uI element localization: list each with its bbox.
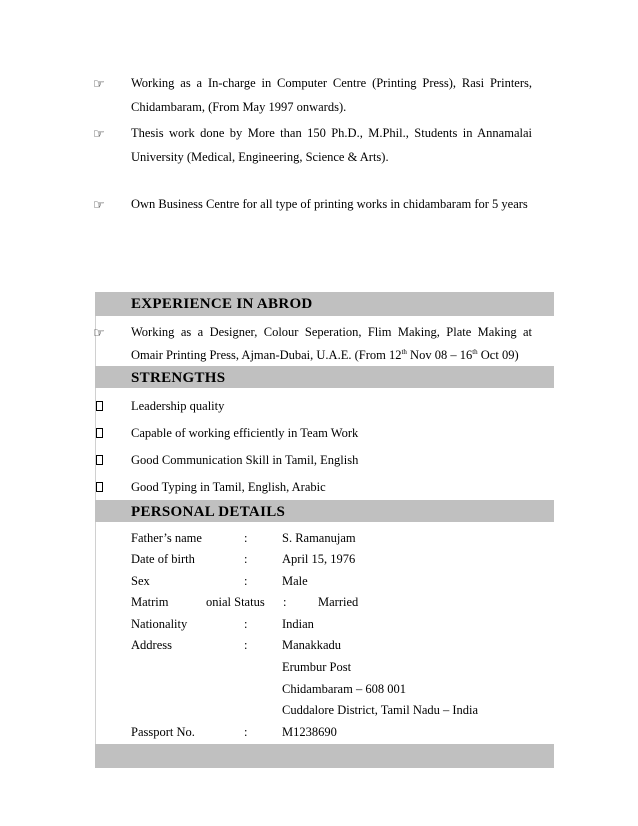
detail-label: Passport No. xyxy=(131,725,195,739)
detail-colon: : xyxy=(244,638,248,652)
pointing-hand-icon: ☞ xyxy=(93,326,105,341)
section-border xyxy=(95,522,96,744)
detail-colon: : xyxy=(244,574,248,588)
address-line: Cuddalore District, Tamil Nadu – India xyxy=(282,703,479,717)
detail-label-part-2: onial Status xyxy=(206,595,265,609)
strength-item: Good Typing in Tamil, English, Arabic xyxy=(131,480,326,494)
detail-colon: : xyxy=(244,552,248,566)
address-line: Erumbur Post xyxy=(282,660,352,674)
square-bullet-icon xyxy=(96,428,103,438)
square-bullet-icon xyxy=(96,482,103,492)
detail-colon: : xyxy=(244,531,248,545)
square-bullet-icon xyxy=(96,401,103,411)
bullet-1-line-1: Working as a In-charge in Computer Centre (Printing Press), Rasi Printers, xyxy=(131,76,532,90)
detail-label-part-1: Matrim xyxy=(131,595,169,609)
detail-value: April 15, 1976 xyxy=(282,552,356,566)
experience-heading: EXPERIENCE IN ABROD xyxy=(131,296,313,312)
bullet-3-line-1: Own Business Centre for all type of printing works in chidambaram for 5 years xyxy=(131,197,528,211)
detail-label: Nationality xyxy=(131,617,188,631)
bullet-2-line-1: Thesis work done by More than 150 Ph.D., M.Phil., Students in Annamalai xyxy=(131,126,532,140)
pointing-hand-icon: ☞ xyxy=(93,127,105,142)
detail-colon: : xyxy=(244,725,248,739)
experience-line-1: Working as a Designer, Colour Seperation, Flim Making, Plate Making at xyxy=(131,325,532,339)
strength-item: Good Communication Skill in Tamil, English xyxy=(131,453,359,467)
detail-label: Sex xyxy=(131,574,150,588)
detail-value: Indian xyxy=(282,617,314,631)
detail-label: Address xyxy=(131,638,172,652)
bullet-2-line-2: University (Medical, Engineering, Science & Arts). xyxy=(131,150,389,164)
detail-label: Date of birth xyxy=(131,552,195,566)
strength-item: Capable of working efficiently in Team Work xyxy=(131,426,359,440)
personal-heading: PERSONAL DETAILS xyxy=(131,504,286,520)
detail-value: Married xyxy=(318,595,359,609)
bullet-1-line-2: Chidambaram, (From May 1997 onwards). xyxy=(131,100,347,114)
detail-value: Male xyxy=(282,574,308,588)
strengths-heading: STRENGTHS xyxy=(131,370,226,386)
detail-label: Father’s name xyxy=(131,531,202,545)
pointing-hand-icon: ☞ xyxy=(93,198,105,213)
detail-value: Manakkadu xyxy=(282,638,342,652)
detail-colon: : xyxy=(283,595,287,609)
address-line: Chidambaram – 608 001 xyxy=(282,682,406,696)
pointing-hand-icon: ☞ xyxy=(93,77,105,92)
footer-band xyxy=(95,744,554,768)
detail-value: M1238690 xyxy=(282,725,337,739)
strength-item: Leadership quality xyxy=(131,399,225,413)
section-border xyxy=(95,316,96,366)
square-bullet-icon xyxy=(96,455,103,465)
detail-colon: : xyxy=(244,617,248,631)
detail-value: S. Ramanujam xyxy=(282,531,356,545)
experience-line-2: Omair Printing Press, Ajman-Dubai, U.A.E. (From 12th Nov 08 – 16th Oct 09) xyxy=(131,347,519,362)
